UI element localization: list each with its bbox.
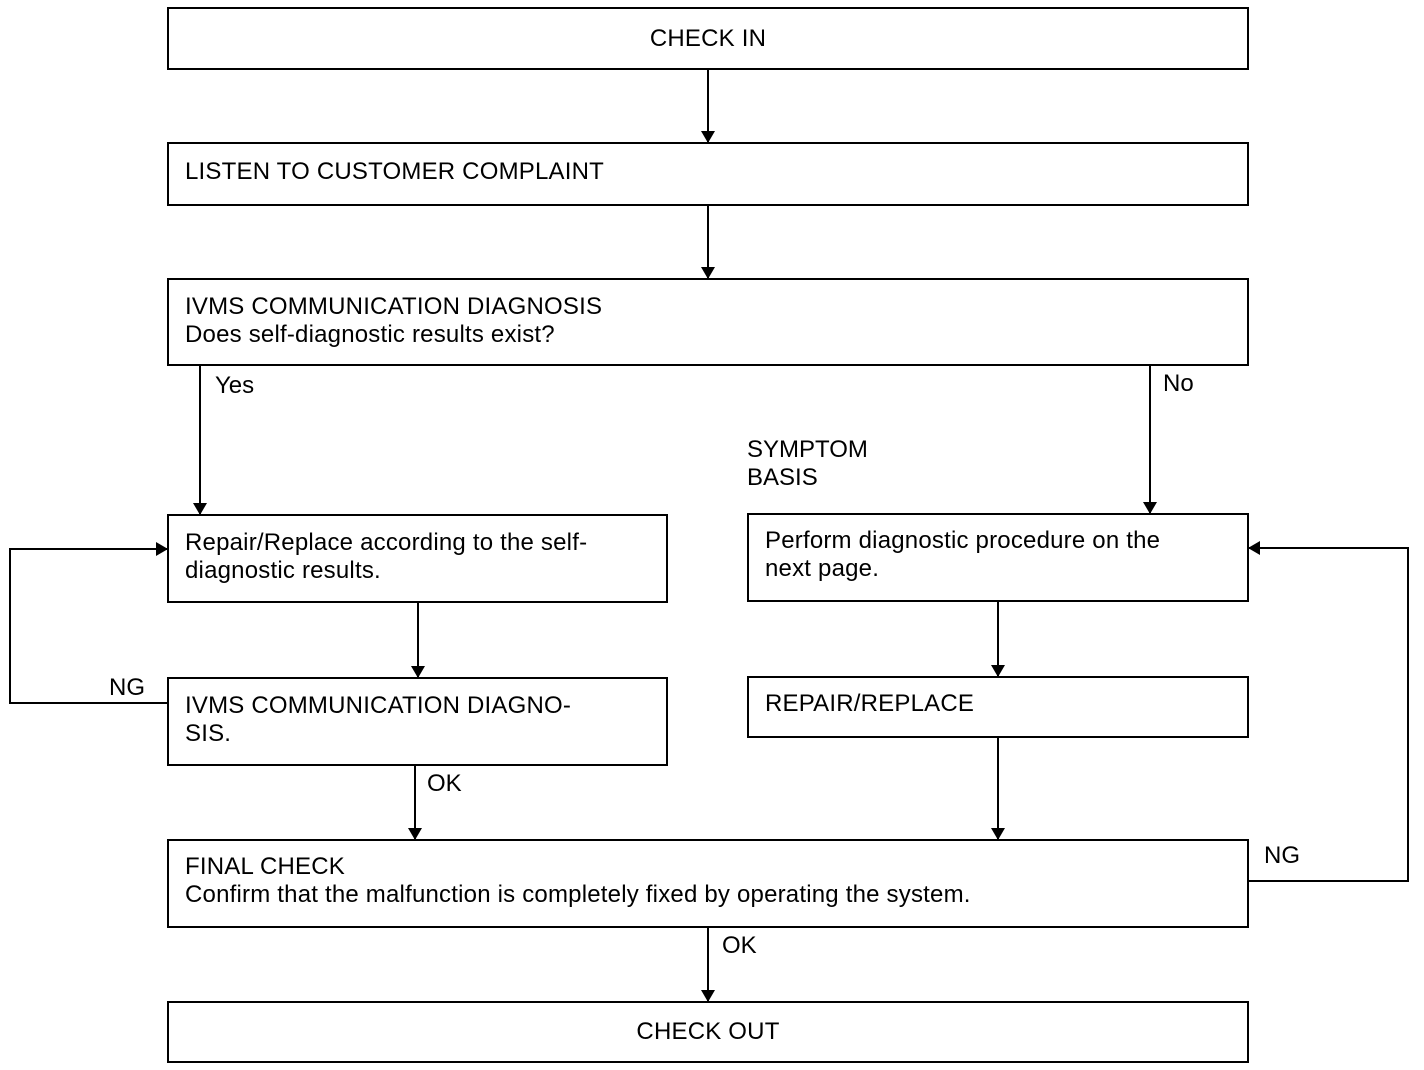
- no-label: No: [1163, 370, 1194, 397]
- ok-bottom-label: OK: [722, 932, 757, 959]
- ivms-rediagnosis-line1: IVMS COMMUNICATION DIAGNO-: [185, 692, 572, 719]
- final-check-description: Confirm that the malfunction is completely fixed by operating the system.: [185, 881, 971, 908]
- ng-left-label: NG: [109, 674, 145, 701]
- listen-to-customer-box: [167, 142, 1249, 206]
- repair-replace-text: REPAIR/REPLACE: [765, 690, 975, 717]
- perform-diagnostic-line1: Perform diagnostic procedure on the: [765, 527, 1161, 554]
- repair-self-diagnostic-line1: Repair/Replace according to the self-: [185, 529, 588, 556]
- arrow-ng-loop-right: [1248, 548, 1408, 881]
- perform-diagnostic-procedure-box: [747, 513, 1249, 602]
- ivms-rediagnosis-line2: SIS.: [185, 720, 232, 747]
- ivms-rediagnosis-box: [167, 677, 668, 766]
- final-check-title: FINAL CHECK: [185, 853, 346, 880]
- ok-left-label: OK: [427, 770, 462, 797]
- ivms-diagnosis-question: Does self-diagnostic results exist?: [185, 321, 555, 348]
- check-in-text: CHECK IN: [649, 24, 767, 52]
- listen-to-customer-text: LISTEN TO CUSTOMER COMPLAINT: [185, 158, 605, 185]
- ivms-diagnosis-title: IVMS COMMUNICATION DIAGNOSIS: [185, 293, 603, 320]
- ivms-communication-diagnosis-box: [167, 278, 1249, 366]
- perform-diagnostic-line2: next page.: [765, 555, 880, 582]
- repair-self-diagnostic-line2: diagnostic results.: [185, 557, 381, 584]
- check-out-text: CHECK OUT: [636, 1018, 780, 1045]
- symptom-basis-label-line2: BASIS: [747, 464, 818, 491]
- check-in-box: [167, 7, 1249, 70]
- symptom-basis-label-line1: SYMPTOM: [747, 436, 868, 463]
- ng-right-label: NG: [1264, 842, 1300, 869]
- final-check-box: [167, 839, 1249, 928]
- repair-self-diagnostic-box: [167, 514, 668, 603]
- yes-label: Yes: [215, 372, 255, 399]
- repair-replace-box: [747, 676, 1249, 738]
- check-out-box: [167, 1001, 1249, 1063]
